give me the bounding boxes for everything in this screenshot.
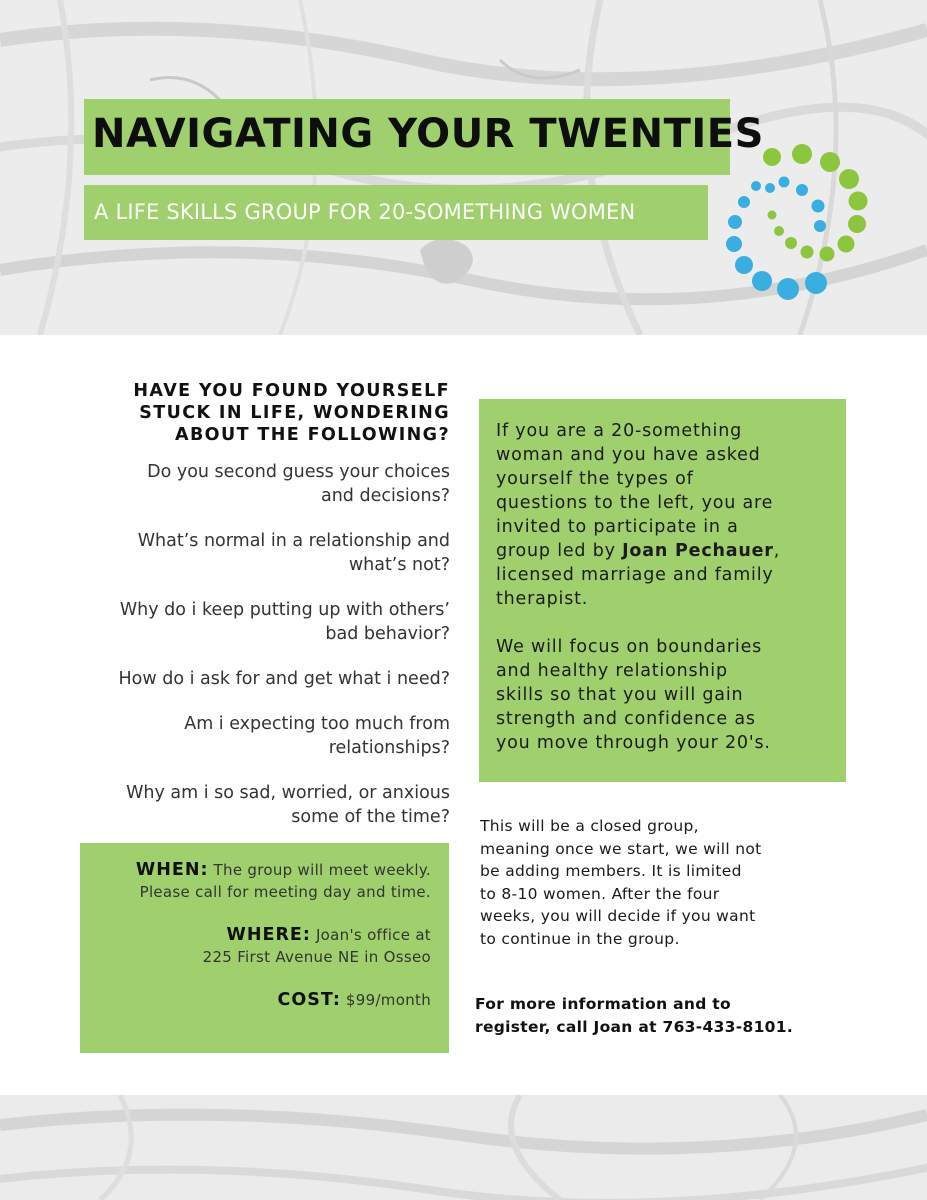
when-label: WHEN: — [135, 860, 209, 880]
questions-section — [60, 380, 450, 850]
question-item: How do i ask for and get what i need? — [118, 669, 450, 689]
cost-info: COST: $99/month — [277, 990, 431, 1010]
where-info: WHERE: Joan's office at 225 First Avenue NE in Osseo — [202, 925, 431, 966]
question-item: Why am i so sad, worried, or anxious some of the time? — [126, 783, 450, 827]
question-item: Why do i keep putting up with others’ bad behavior? — [119, 600, 450, 644]
subtitle-banner — [84, 185, 708, 240]
question-item: Do you second guess your choices and decisions? — [147, 462, 450, 506]
when-info: WHEN: The group will meet weekly. Please call for meeting day and time. — [135, 860, 431, 901]
page-title: NAVIGATING YOUR TWENTIES — [92, 111, 764, 157]
invitation-paragraph: If you are a 20-something woman and you have asked yourself the types of questions to the left, you are invited to participate in a group led by Joan Pechauer, licensed marriage and family therapist. — [496, 421, 781, 609]
question-item: Am i expecting too much from relationships? — [184, 714, 450, 758]
invitation-box — [479, 399, 846, 782]
focus-paragraph: We will focus on boundaries and healthy relationship skills so that you will gain strength and confidence as you move through your 20's. — [496, 637, 771, 753]
spiral-dots-logo-icon — [722, 140, 872, 305]
leader-name: Joan Pechauer — [622, 541, 774, 561]
title-banner — [84, 99, 764, 175]
questions-heading: HAVE YOU FOUND YOURSELF STUCK IN LIFE, WONDERING ABOUT THE FOLLOWING? — [133, 381, 450, 445]
where-label: WHERE: — [226, 925, 311, 945]
closed-group-text: This will be a closed group, meaning once we start, we will not be adding members. It is limited to 8-10 women. After the four weeks, you will decide if you want to continue in the group. — [480, 817, 762, 948]
question-item: What’s normal in a relationship and what’s not? — [137, 531, 450, 575]
contact-info: For more information and to register, call Joan at 763-433-8101. — [475, 995, 794, 1036]
footer-map-background — [0, 1095, 927, 1200]
page-subtitle: A LIFE SKILLS GROUP FOR 20-SOMETHING WOMEN — [94, 200, 636, 224]
details-box — [80, 843, 449, 1053]
cost-label: COST: — [277, 990, 341, 1010]
